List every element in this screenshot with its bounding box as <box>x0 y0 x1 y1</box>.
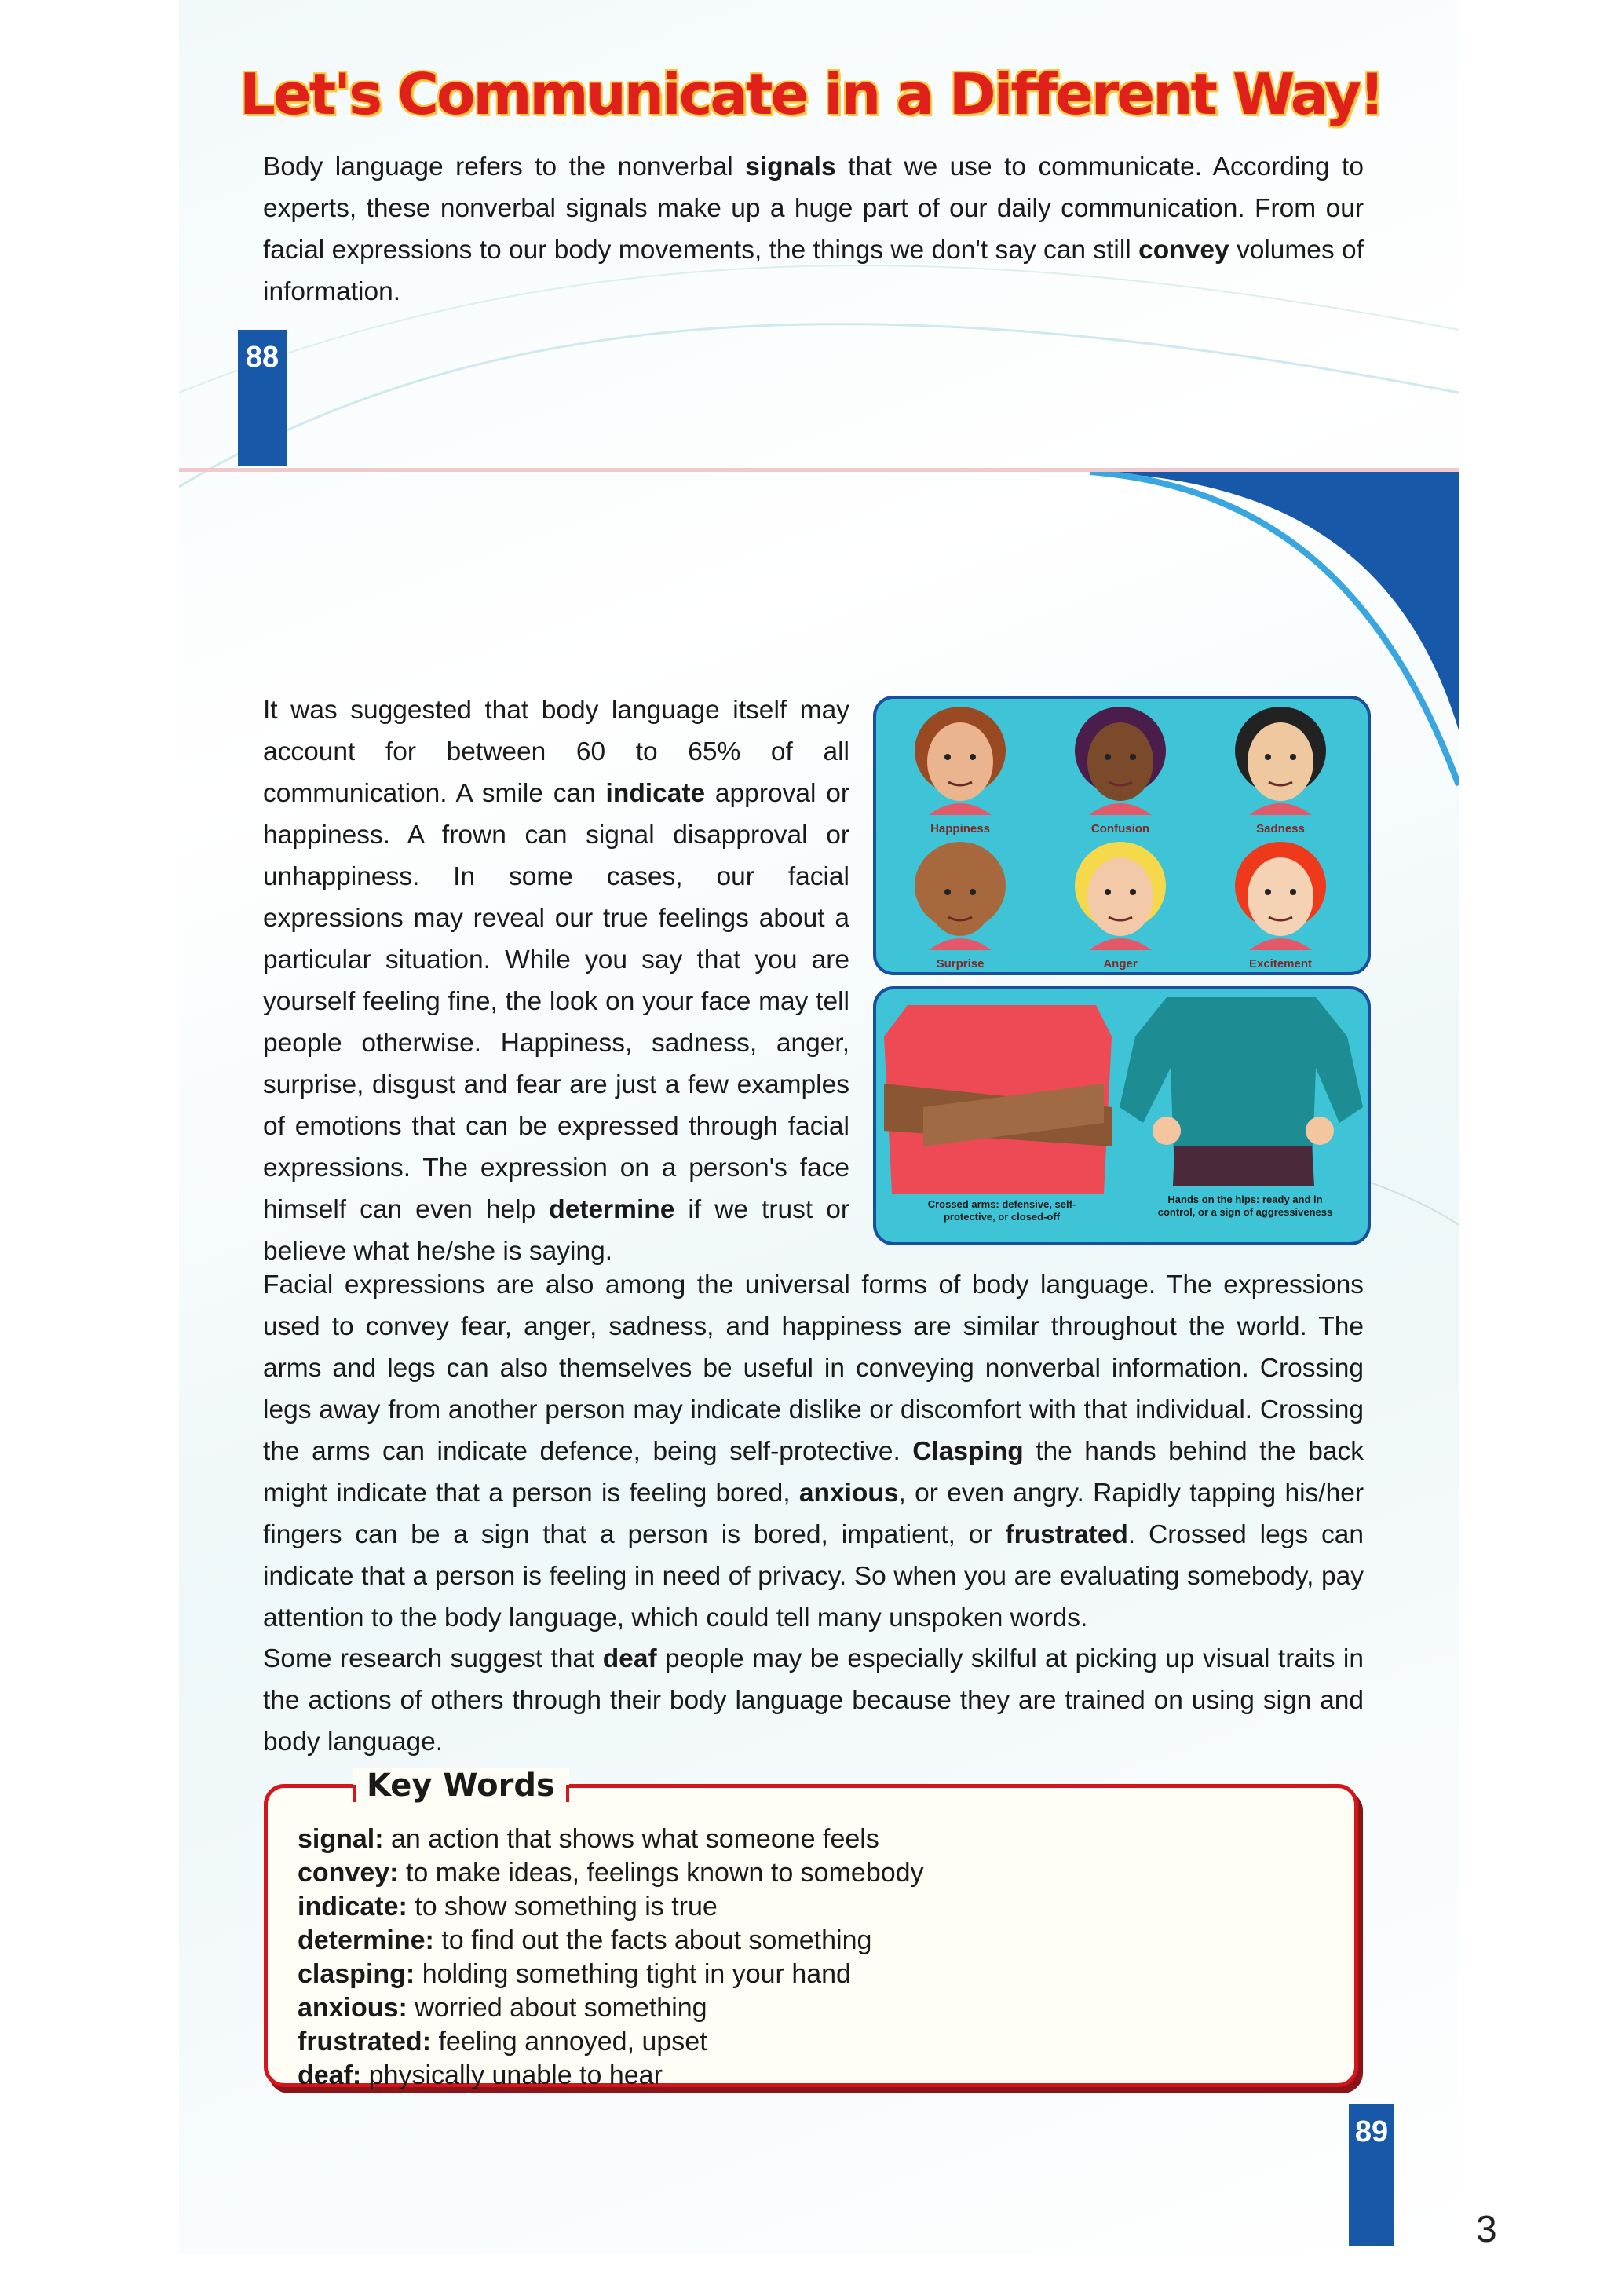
key-word-term: deaf: <box>298 2060 362 2090</box>
hands-on-hips-figure <box>1112 989 1364 1194</box>
face-caption: Confusion <box>1090 822 1150 835</box>
face-1 <box>1046 705 1195 835</box>
key-word-item <box>298 1924 924 1958</box>
key-word-item <box>298 1958 924 1991</box>
key-word-item <box>298 1823 924 1856</box>
body-full-paragraph: Facial expressions are also among the universal forms of body language. The expressions used to convey fear, anger, sadness, and happiness are similar throughout the world. The arms and legs can also themselves be useful in conveying nonverbal information. Crossing legs away from another person may indicate dislike or discomfort with that individual. Crossing the arms can indicate defence, being self-protective. Clasping the hands behind the back might indicate that a person is feeling bored, anxious, or even angry. Rapidly tapping his/her fingers can be a sign that a person is bored, impatient, or frustrated. Crossed legs can indicate that a person is feeling in need of privacy. So when you are evaluating somebody, pay attention to the body language, which could tell many unspoken words. <box>263 1270 1364 1632</box>
key-words-list <box>298 1823 924 2093</box>
face-caption: Surprise <box>936 957 985 971</box>
key-word-item <box>298 2059 924 2093</box>
key-word-item <box>298 1991 924 2025</box>
key-word-item <box>298 1890 924 1924</box>
key-word-definition: worried about something <box>407 1993 707 2023</box>
face-illustration <box>1226 840 1335 950</box>
face-caption: Happiness <box>930 822 990 835</box>
key-word-definition: an action that shows what someone feels <box>383 1824 879 1854</box>
face-illustration <box>1065 705 1175 815</box>
key-word-term: indicate: <box>298 1892 407 1921</box>
key-word-definition: feeling annoyed, upset <box>431 2027 707 2057</box>
key-word-term: determine: <box>298 1925 434 1955</box>
face-illustration <box>905 840 1015 950</box>
face-5 <box>1206 840 1355 971</box>
face-3 <box>886 840 1035 971</box>
crossed-arms-caption: Crossed arms: defensive, self-protective, or closed-off <box>927 1198 1076 1223</box>
face-4 <box>1046 840 1195 971</box>
page-number-right: 89 <box>1349 2104 1394 2246</box>
key-word-term: frustrated: <box>298 2027 432 2057</box>
corner-page-number: 3 <box>1476 2209 1497 2250</box>
key-word-term: convey: <box>298 1858 399 1888</box>
key-word-term: signal: <box>298 1824 384 1854</box>
face-illustration <box>1226 705 1335 815</box>
page-divider <box>179 468 1459 472</box>
face-caption: Sadness <box>1256 822 1305 835</box>
body-posture-card <box>873 986 1371 1245</box>
key-words-heading: Key Words <box>353 1768 569 1804</box>
hands-on-hips-caption: Hands on the hips: ready and in control, or a sign of aggressiveness <box>1157 1194 1333 1218</box>
key-word-definition: to show something is true <box>407 1892 718 1921</box>
facial-expressions-card <box>873 696 1371 975</box>
research-paragraph: Some research suggest that deaf people may be especially skilful at picking up visual traits in the actions of others through their body language because they are trained on using sign and body language. <box>263 1644 1364 1757</box>
face-illustration <box>1065 840 1175 950</box>
face-illustration <box>905 705 1015 815</box>
key-word-term: anxious: <box>298 1993 407 2023</box>
key-word-definition: to find out the facts about something <box>433 1925 872 1955</box>
face-0 <box>886 705 1035 835</box>
page-number-left: 88 <box>238 330 287 466</box>
key-word-definition: holding something tight in your hand <box>415 1959 851 1989</box>
face-2 <box>1206 705 1355 835</box>
face-caption: Excitement <box>1248 957 1313 971</box>
key-word-definition: to make ideas, feelings known to somebody <box>398 1858 924 1888</box>
face-caption: Anger <box>1103 957 1138 971</box>
body-column-paragraph: It was suggested that body language itself may account for between 60 to 65% of all communication. A smile can indicate approval or happiness. A frown can signal disapproval or unhappiness. In some cases, our facial expressions may reveal our true feelings about a particular situation. While you say that you are yourself feeling fine, the look on your face may tell people otherwise. Happiness, sadness, anger, surprise, disgust and fear are just a few examples of emotions that can be expressed through facial expressions. The expression on a person's face himself can even help determine if we trust or believe what he/she is saying. <box>263 696 849 1266</box>
page-title: Let's Communicate in a Different Way! <box>239 61 1383 127</box>
key-word-item <box>298 1856 924 1890</box>
intro-paragraph: Body language refers to the nonverbal signals that we use to communicate. According to experts, these nonverbal signals make up a huge part of our daily communication. From our facial expressions to our body movements, the things we don't say can still convey volumes of information. <box>263 152 1364 306</box>
key-word-item <box>298 2025 924 2059</box>
key-words-box <box>264 1768 1358 2090</box>
crossed-arms-figure <box>876 989 1126 1194</box>
key-word-definition: physically unable to hear <box>361 2060 663 2090</box>
key-word-term: clasping: <box>298 1959 415 1989</box>
